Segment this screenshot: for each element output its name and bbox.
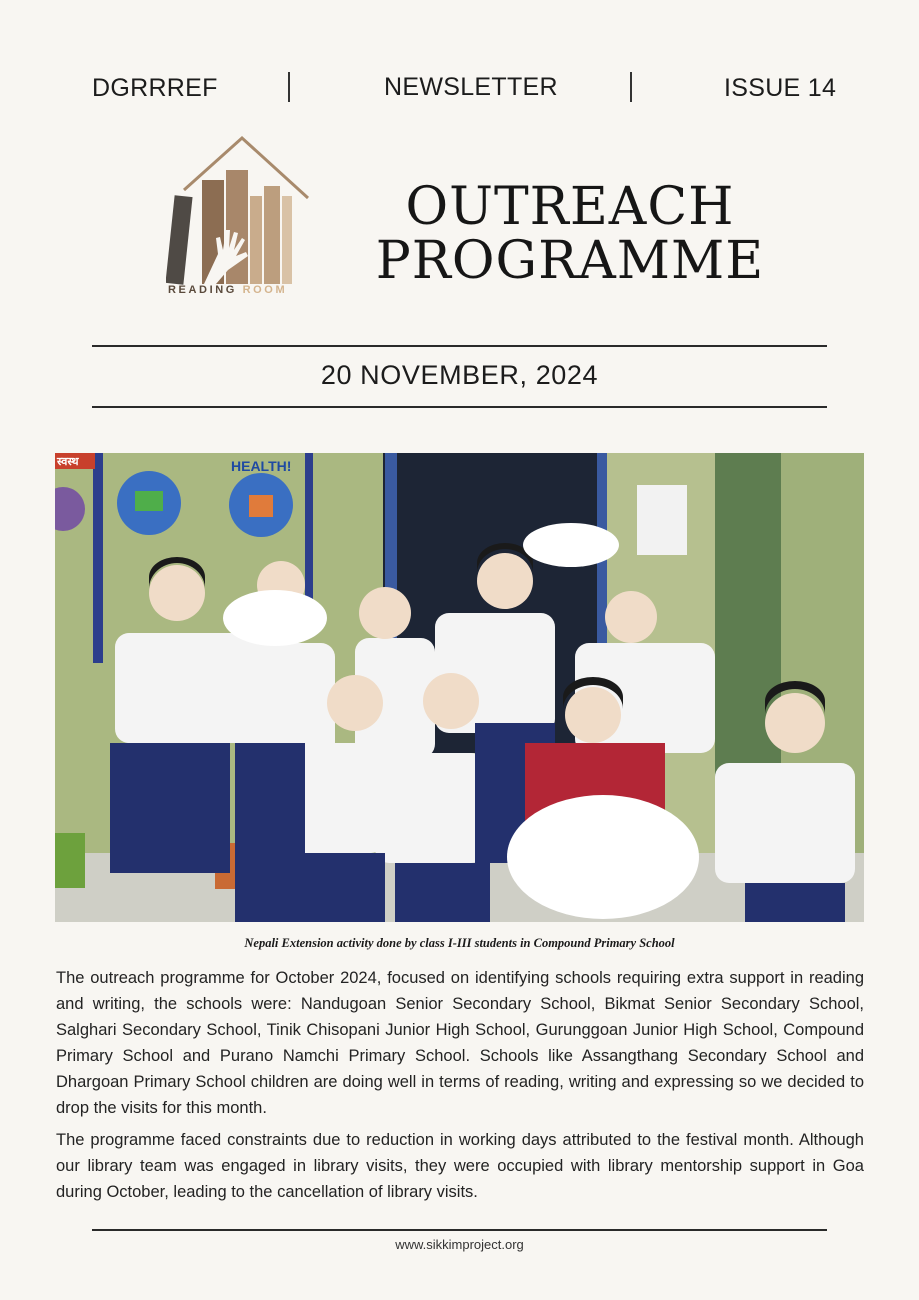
footer-rule (92, 1229, 827, 1231)
newsletter-label: NEWSLETTER (384, 73, 558, 101)
class-photo (55, 453, 864, 922)
poster-top-left-label: स्वस्थ (57, 455, 79, 468)
paragraph-1: The outreach programme for October 2024, focused on identifying schools requiring extra support in reading and writing, the schools were: Nandugoan Senior Secondary School, Bikmat Senior Secondary School, Salghari Secondary School, Tinik Chisopani Junior High School, Gurunggoan Junior High School, Compound Primary School and Purano Namchi Primary School. Schools like Assangthang Secondary School and Dhargoan Primary School children are doing well in terms of reading, writing and expressing so we decided to drop the visits for this month. (56, 969, 864, 1117)
poster-health-text: HEALTH! (231, 458, 292, 474)
logo-graphic (166, 134, 314, 304)
header-divider-left (288, 72, 290, 102)
footer-url[interactable]: www.sikkimproject.org (395, 1237, 524, 1252)
header-divider-right (630, 72, 632, 102)
logo-word-reading: READING (168, 284, 237, 296)
class-photo-illustration (55, 453, 864, 922)
page-title (340, 177, 800, 291)
title-line-2: PROGRAMME (375, 231, 765, 291)
logo-wordmark (168, 284, 287, 296)
rule-above-date (92, 345, 827, 347)
issue-date: 20 NOVEMBER, 2024 (320, 360, 599, 390)
reading-room-logo (166, 134, 314, 304)
rule-below-date (92, 406, 827, 408)
photo-caption: Nepali Extension activity done by class I-III students in Compound Primary School (244, 936, 675, 950)
logo-word-room: ROOM (242, 284, 288, 296)
paragraph-2: The programme faced constraints due to reduction in working days attributed to the festival month. Although our library team was engaged in library visits, they were occupied with library mentorship support in Goa during October, leading to the cancellation of library visits. (56, 1131, 864, 1201)
title-line-1: OUTREACH (405, 177, 735, 237)
org-name: DGRRREF (92, 74, 218, 102)
issue-number: ISSUE 14 (724, 74, 837, 102)
